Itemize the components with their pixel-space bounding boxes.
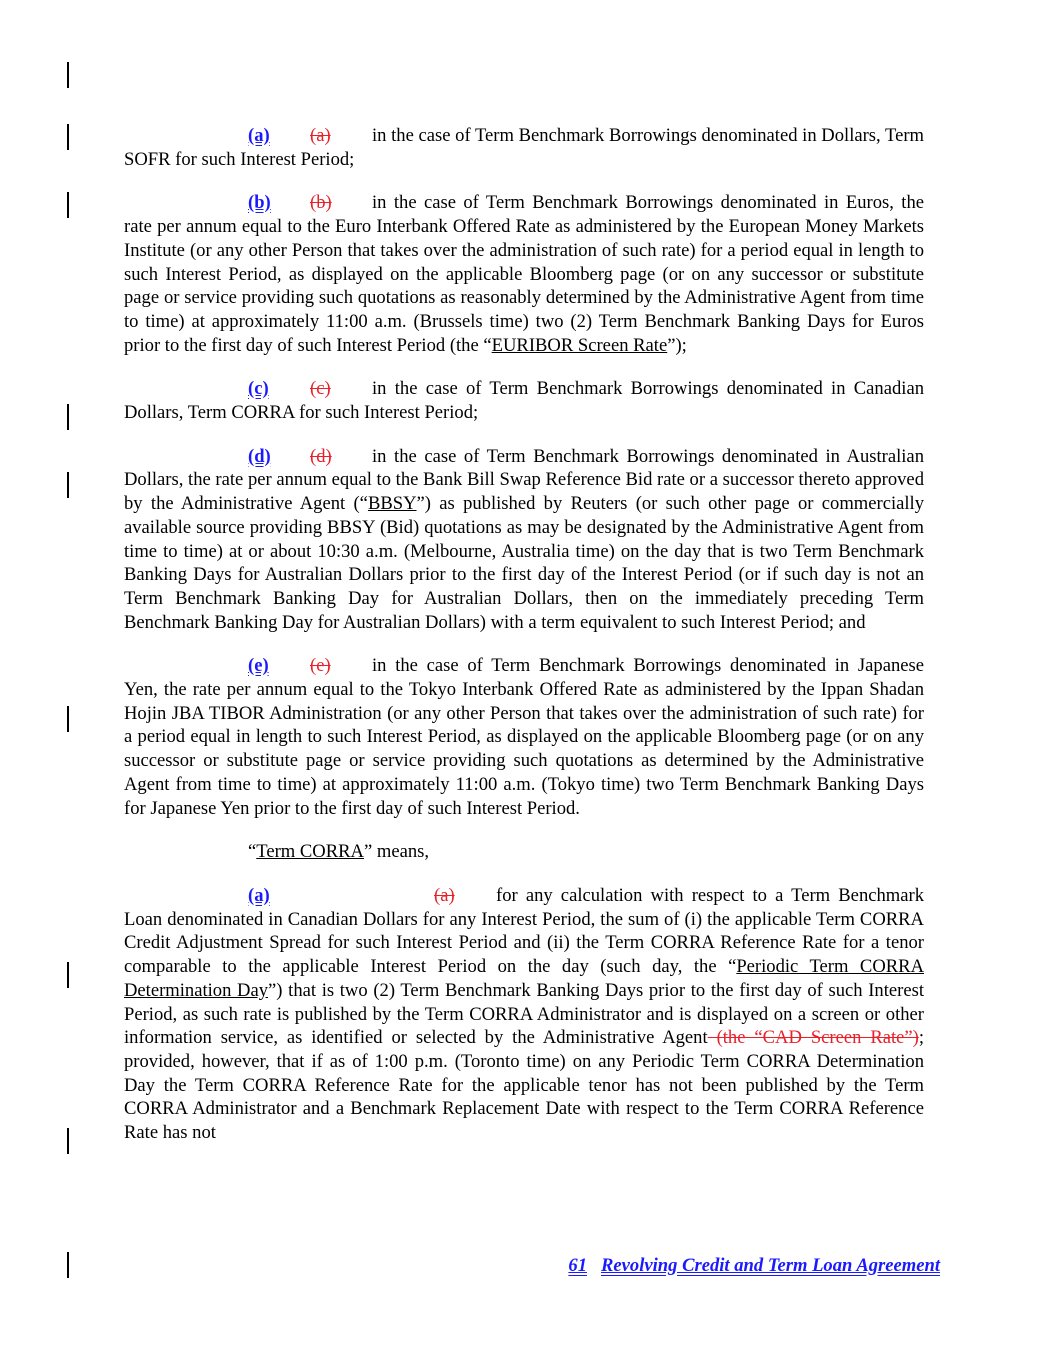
change-bar xyxy=(67,404,69,430)
document-body xyxy=(124,124,924,1165)
change-bar xyxy=(67,706,69,732)
clause-e xyxy=(124,654,924,820)
corra-clause-a xyxy=(124,884,924,1145)
clause-b xyxy=(124,191,924,357)
defined-term: EURIBOR Screen Rate xyxy=(491,334,668,356)
change-bar xyxy=(67,124,69,150)
change-bar xyxy=(67,1252,69,1278)
clause-text: in the case of Term Benchmark Borrowings denominated in Dollars, Term SOFR for such Interest Period; xyxy=(124,125,924,170)
change-bar xyxy=(67,62,69,88)
clause-label-deleted: (c) xyxy=(310,378,331,400)
clause-label-inserted: (a) xyxy=(248,884,270,906)
clause-text-end: ; provided, however, that if as of 1:00 p.m. (Toronto time) on any Periodic Term CORRA Determination Day the Term CORRA Reference Rate for the applicable tenor has not been published by the Term CORRA Administrator and a Benchmark Replacement Date with respect to the Term CORRA Reference Rate has not xyxy=(124,1027,925,1144)
document-title: Revolving Credit and Term Loan Agreement xyxy=(601,1255,940,1276)
clause-text: in the case of Term Benchmark Borrowings denominated in Australian Dollars, the rate per annum equal to the Bank Bill Swap Reference Bid rate or a successor thereto approved by the Administrative Agent (“ xyxy=(124,445,924,515)
clause-label-inserted: (d) xyxy=(248,445,271,467)
clause-label-inserted: (e) xyxy=(248,655,269,677)
clause-label-deleted: (a) xyxy=(434,884,455,906)
definition-means: ” means, xyxy=(363,841,430,863)
clause-text-end: ”) as published by Reuters (or such other page or commercially available source providing BBSY (Bid) quotations as may be designated by the Administrative Agent from time to time) at or about 10:30 a.m. (Melbourne, Australia time) on the day that is two Term Benchmark Banking Days for Australian Dollars prior to the first day of the Interest Period (or if such day is not an Term Benchmark Banking Day for Australian Dollars, then on the immediately preceding Term Benchmark Banking Day for Australian Dollars) with a term equivalent to such Interest Period; and xyxy=(124,493,925,633)
clause-a xyxy=(124,124,924,171)
change-bar xyxy=(67,1128,69,1154)
page-footer xyxy=(568,1255,940,1277)
clause-label-inserted: (b) xyxy=(248,192,271,214)
clause-text-middle: ”) that is two (2) Term Benchmark Banking Days prior to the first day of such Interest Period, as such rate is published by the Term CORRA Administrator and is displayed on a screen or other information service, as identified or selected by the Administrative Agent xyxy=(124,979,924,1049)
clause-label-inserted: (c) xyxy=(248,378,269,400)
clause-text-end: ”); xyxy=(667,334,687,356)
defined-term: Periodic Term CORRA Determination Day xyxy=(124,956,924,1001)
clause-text: in the case of Term Benchmark Borrowings denominated in Euros, the rate per annum equal to the Euro Interbank Offered Rate as administered by the European Money Markets Institute (or any other Person that takes over the administration of such rate) for a period equal in length to such Interest Period, as displayed on the applicable Bloomberg page (or on any successor or substitute page or service providing such quotations as reasonably determined by the Administrative Agent from time to time) at approximately 11:00 a.m. (Brussels time) two (2) Term Benchmark Banking Days for Euros prior to the first day of such Interest Period (the “ xyxy=(124,192,924,356)
clause-label-deleted: (d) xyxy=(310,445,332,467)
quote-open: “ xyxy=(248,841,257,863)
change-bar xyxy=(67,962,69,988)
clause-d xyxy=(124,445,924,635)
definition-heading xyxy=(124,840,924,864)
clause-label-deleted: (b) xyxy=(310,192,332,214)
page-number: 61 xyxy=(568,1255,587,1276)
defined-term: BBSY xyxy=(367,493,417,515)
deleted-text: (the “CAD Screen Rate”) xyxy=(707,1027,919,1049)
clause-label-inserted: (a) xyxy=(248,125,270,146)
clause-text: for any calculation with respect to a Term Benchmark Loan denominated in Canadian Dollars for any Interest Period, the sum of (i) the applicable Term CORRA Credit Adjustment Spread for such Interest Period and (ii) the Term CORRA Reference Rate for a tenor comparable to the applicable Interest Period on the day (such day, the “ xyxy=(124,884,924,978)
clause-text: in the case of Term Benchmark Borrowings denominated in Canadian Dollars, Term CORRA for such Interest Period; xyxy=(124,378,924,424)
clause-label-deleted: (a) xyxy=(310,125,331,146)
defined-term: Term CORRA xyxy=(256,841,364,863)
clause-c xyxy=(124,377,924,424)
change-bar xyxy=(67,192,69,218)
change-bar xyxy=(67,472,69,498)
clause-label-deleted: (e) xyxy=(310,655,331,677)
clause-text: in the case of Term Benchmark Borrowings denominated in Japanese Yen, the rate per annum equal to the Tokyo Interbank Offered Rate as administered by the Ippan Shadan Hojin JBA TIBOR Administration (or any other Person that takes over the administration of such rate) for a period equal in length to such Interest Period, as displayed on the applicable Bloomberg page (or on any successor or substitute page or service providing such quotations as determined by the Administrative Agent from time to time) at approximately 11:00 a.m. (Tokyo time) two Term Benchmark Banking Days for Japanese Yen prior to the first day of such Interest Period. xyxy=(124,655,924,819)
